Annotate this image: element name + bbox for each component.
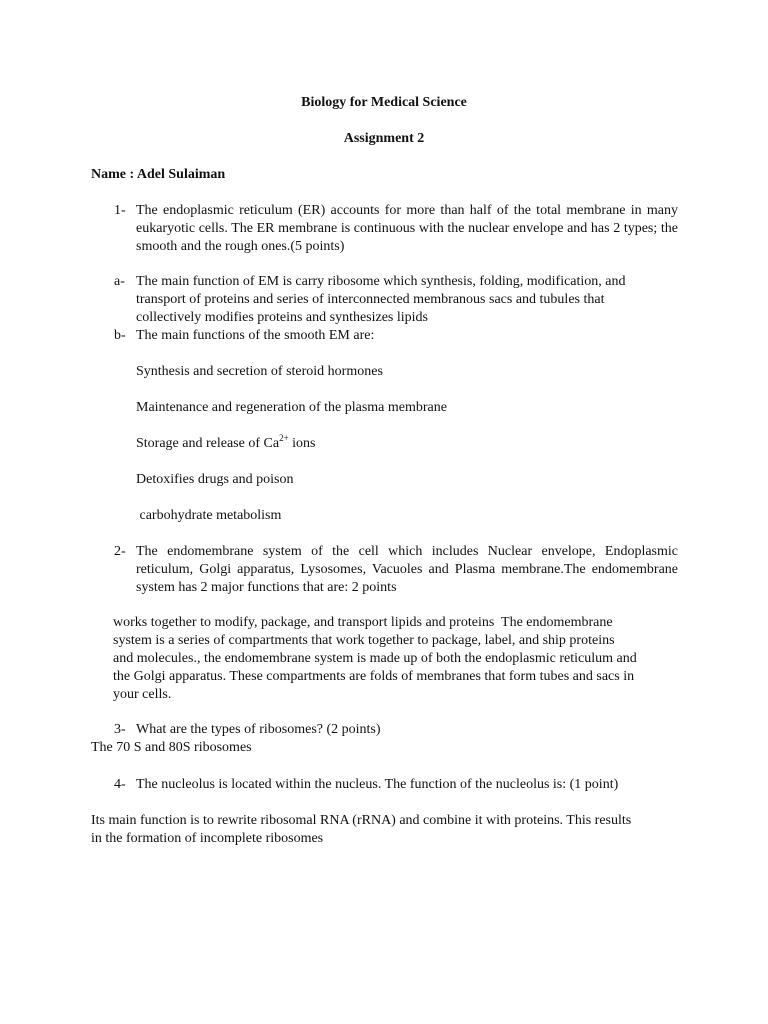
question-1-text: The endoplasmic reticulum (ER) accounts for more than half of the total membrane in many eukaryotic cells. The ER membrane is continuous with the nuclear envelope and has 2 types; the smooth and the rough ones.(5 points) xyxy=(136,203,678,254)
storage-text: Storage and release of Ca xyxy=(136,436,280,451)
storage-text-end: ions xyxy=(288,436,316,451)
question-4-marker: 4- xyxy=(114,777,126,792)
answer-1a-line-1: The main function of EM is carry ribosome which synthesis, folding, modification, and xyxy=(136,274,626,289)
answer-1b-intro: The main functions of the smooth EM are: xyxy=(136,328,375,343)
answer-2-line-2: system is a series of compartments that work together to package, label, and ship proteins xyxy=(113,633,615,648)
answer-2-line-4: the Golgi apparatus. These compartments are folds of membranes that form tubes and sacs in xyxy=(113,669,635,684)
answer-1a-marker: a- xyxy=(114,274,125,289)
smooth-er-function-1: Synthesis and secretion of steroid hormones xyxy=(136,364,383,379)
question-3-marker: 3- xyxy=(114,722,126,737)
answer-2-line-5: your cells. xyxy=(113,687,172,702)
question-2-marker: 2- xyxy=(114,544,126,559)
answer-2-line-1: works together to modify, package, and transport lipids and proteins The endomembrane xyxy=(113,615,613,630)
course-title: Biology for Medical Science xyxy=(301,95,467,110)
answer-4-line-2: in the formation of incomplete ribosomes xyxy=(91,831,324,846)
answer-1a-line-3: collectively modifies proteins and synthesizes lipids xyxy=(136,310,428,325)
question-4-text: The nucleolus is located within the nucleus. The function of the nucleolus is: (1 point) xyxy=(136,777,619,792)
smooth-er-function-3 xyxy=(136,435,315,453)
smooth-er-function-4: Detoxifies drugs and poison xyxy=(136,472,294,487)
answer-2-line-3: and molecules., the endomembrane system is made up of both the endoplasmic reticulum and xyxy=(113,651,637,666)
student-name: Name : Adel Sulaiman xyxy=(91,167,226,182)
answer-4-line-1: Its main function is to rewrite ribosomal RNA (rRNA) and combine it with proteins. This results xyxy=(91,813,632,828)
answer-1a-line-2: transport of proteins and series of interconnected membranous sacs and tubules that xyxy=(136,292,605,307)
question-1-marker: 1- xyxy=(114,203,126,218)
assignment-title: Assignment 2 xyxy=(343,131,425,146)
question-2-text: The endomembrane system of the cell which includes Nuclear envelope, Endoplasmic reticulum, Golgi apparatus, Lysosomes, Vacuoles and Plasma membrane.The endomembrane system has 2 major functions that are: 2 points xyxy=(136,544,678,595)
calcium-superscript: 2+ xyxy=(279,433,289,443)
smooth-er-function-5: carbohydrate metabolism xyxy=(136,508,282,523)
smooth-er-function-2: Maintenance and regeneration of the plasma membrane xyxy=(136,400,447,415)
answer-1b-marker: b- xyxy=(114,328,126,343)
answer-3: The 70 S and 80S ribosomes xyxy=(91,740,252,755)
question-3-text: What are the types of ribosomes? (2 points) xyxy=(136,722,381,737)
